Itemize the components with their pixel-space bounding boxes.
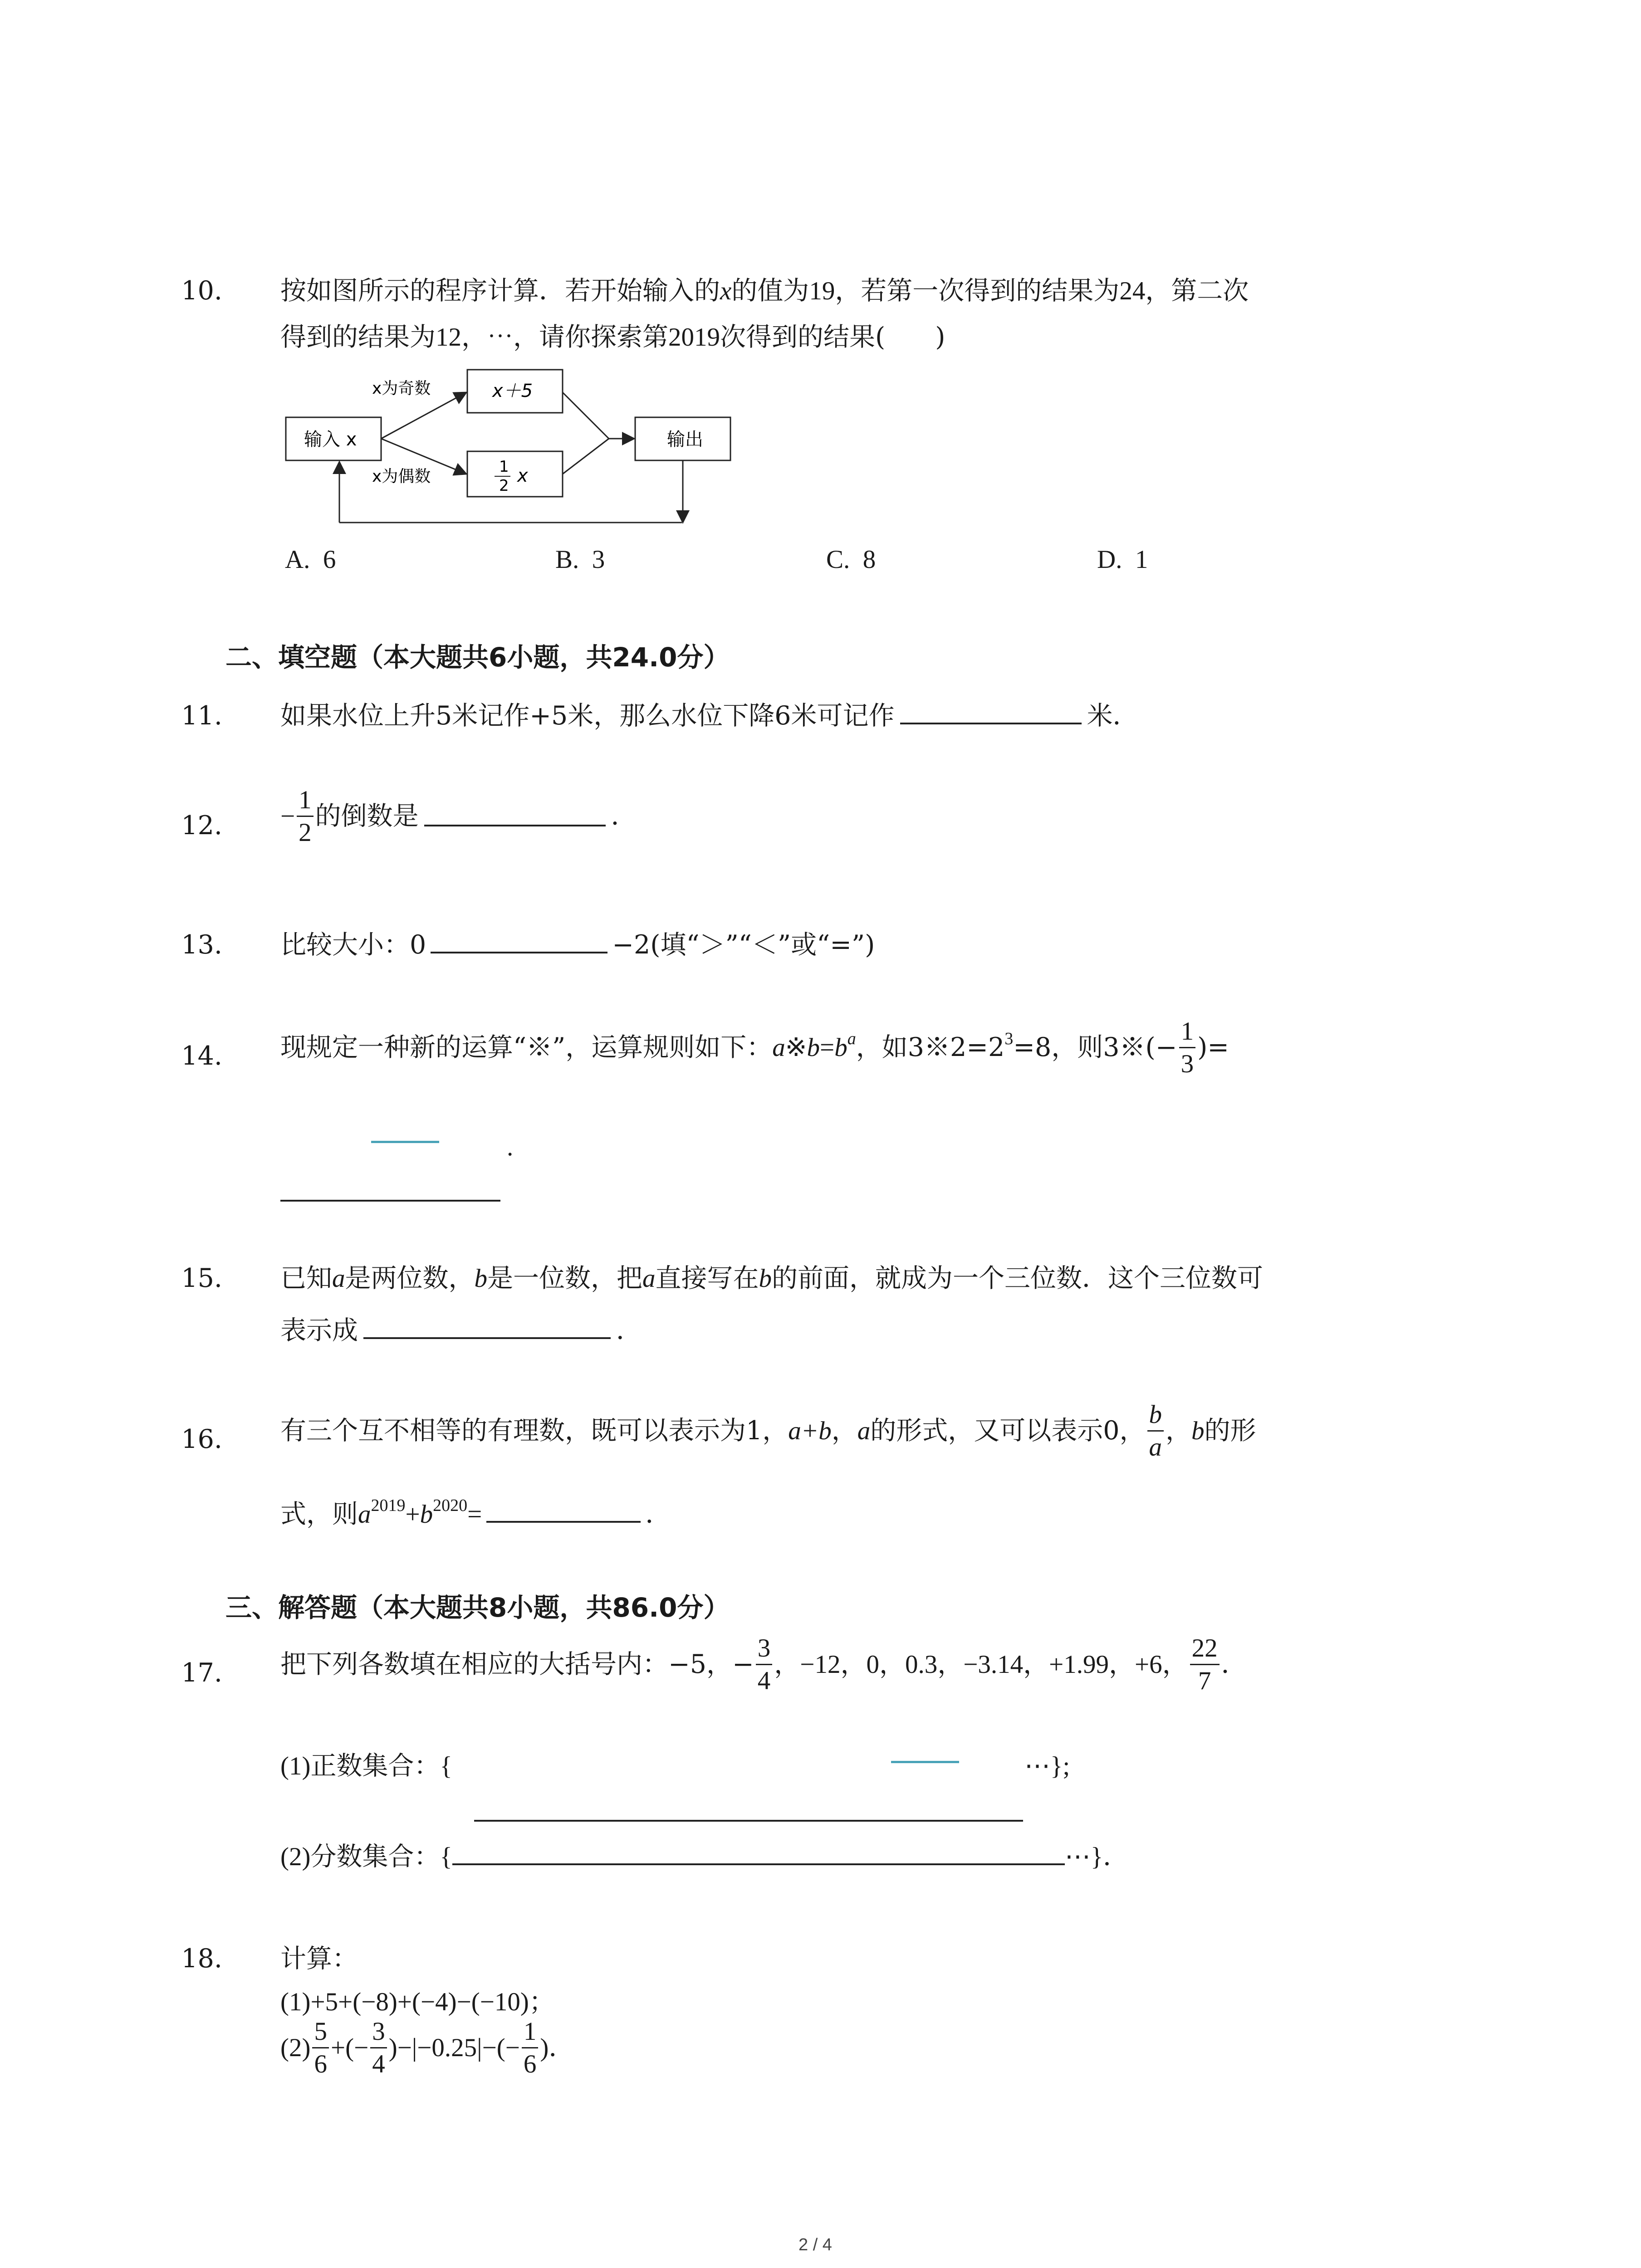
q10-option-c[interactable]: C. 8 <box>826 545 876 574</box>
q14-text: 现规定一种新的运算“※”，运算规则如下：$a※b=b^a$，如$3※2=2^3=8$，则3※(− $\frac{1}{3}$ )= <box>280 1017 1230 1078</box>
q13-text: 比较大小：0 −2(填“＞”“＜”或“=”) <box>280 930 875 960</box>
q17-part1-end: ⋯}; <box>1024 1752 1070 1780</box>
q18-expression-1: (1)+5+(−8)+(−4)−(−10)； <box>280 1988 555 2016</box>
flow-output-box: 输出 <box>667 429 703 450</box>
q18-number: 18. <box>181 1944 222 1974</box>
q17-text: 把下列各数填在相应的大括号内：−5，− $\frac{3}{4}$ ，−12，0，0.3，−3.14，+1.99，+6， $\frac{22}{7}$ ． <box>280 1634 1247 1695</box>
q10-line2: 得到的结果为12，⋯，请你探索第2019次得到的结果( ) <box>280 322 945 352</box>
q11-text: 如果水位上升5米记作+5米，那么水位下降6米可记作 米． <box>280 701 1139 731</box>
flow-even-num: 1 <box>499 458 509 476</box>
q18-fraction-1: $\frac{5}{6}$ <box>312 2019 329 2077</box>
flow-even-var: x <box>517 465 528 486</box>
q15-line2: 表示成 ． <box>280 1315 642 1345</box>
q11-blank[interactable] <box>900 704 1082 724</box>
flow-even-label: x为偶数 <box>372 467 431 486</box>
q14-answer-mark <box>371 1141 439 1143</box>
q13-blank[interactable] <box>431 934 607 953</box>
q13-number: 13. <box>181 930 222 960</box>
flow-odd-label: x为奇数 <box>372 379 431 398</box>
q18-expression-2: (2) $\frac{5}{6}$ +(− $\frac{3}{4}$ )−|−0.25|−(− $\frac{1}{6}$ )． <box>280 2017 575 2078</box>
q17-number: 17. <box>181 1658 222 1688</box>
q14-number: 14. <box>181 1041 222 1071</box>
q12-text: − $\frac{1}{2}$ 的倒数是 ． <box>280 786 637 847</box>
page-number: 2 / 4 <box>798 2235 832 2254</box>
q12-fraction: $\frac{1}{2}$ <box>297 787 314 846</box>
flow-even-den: 2 <box>499 477 509 495</box>
q17-fraction-2: $\frac{22}{7}$ <box>1190 1635 1220 1694</box>
q17-part2: (2)分数集合：{ ⋯}． <box>280 1843 1129 1871</box>
q10-flowchart <box>272 363 753 540</box>
flow-odd-op: x＋5 <box>492 381 533 401</box>
q12-blank[interactable] <box>424 807 606 826</box>
q15-line1: 已知a是两位数，b是一位数，把a直接写在b的前面，就成为一个三位数．这个三位数可 <box>280 1263 1263 1293</box>
q10-line1: 按如图所示的程序计算．若开始输入的x的值为19，若第一次得到的结果为24，第二次 <box>280 276 1249 306</box>
q14-blank[interactable] <box>280 1182 500 1202</box>
q16-line1: 有三个互不相等的有理数，既可以表示为1，a+b，a的形式，又可以表示0， $\frac{b}{a}$ ，b的形 <box>280 1400 1256 1461</box>
q16-line2: 式，则$a^{2019}+b^{2020}=$ ． <box>280 1496 671 1529</box>
q16-number: 16. <box>181 1424 222 1454</box>
q14-fraction: $\frac{1}{3}$ <box>1179 1018 1196 1077</box>
q17-fraction-1: $\frac{3}{4}$ <box>756 1635 773 1694</box>
q10-option-a[interactable]: A. 6 <box>285 545 336 574</box>
q10-number: 10. <box>181 276 222 306</box>
q17-part1-label: (1)正数集合：{ <box>280 1752 452 1780</box>
q15-blank[interactable] <box>363 1319 611 1339</box>
q12-number: 12. <box>181 811 222 841</box>
flow-input-box: 输入 x <box>304 429 357 450</box>
q17-part1-mark <box>891 1761 959 1763</box>
q17-part2-blank[interactable] <box>452 1845 1065 1865</box>
q15-number: 15. <box>181 1263 222 1293</box>
q10-option-b[interactable]: B. 3 <box>555 545 605 574</box>
q16-blank[interactable] <box>486 1503 641 1523</box>
section-3-title: 三、解答题（本大题共8小题，共86.0分） <box>225 1592 730 1623</box>
q18-title: 计算： <box>280 1944 358 1974</box>
q11-number: 11. <box>181 701 222 731</box>
q16-fraction: $\frac{b}{a}$ <box>1147 1402 1164 1460</box>
q18-fraction-2: $\frac{3}{4}$ <box>370 2019 387 2077</box>
section-2-title: 二、填空题（本大题共6小题，共24.0分） <box>225 642 730 673</box>
q14-dot: . <box>507 1133 514 1161</box>
q17-part1-blank[interactable] <box>474 1802 1023 1822</box>
q18-fraction-3: $\frac{1}{6}$ <box>522 2019 539 2077</box>
q10-option-d[interactable]: D. 1 <box>1097 545 1148 574</box>
